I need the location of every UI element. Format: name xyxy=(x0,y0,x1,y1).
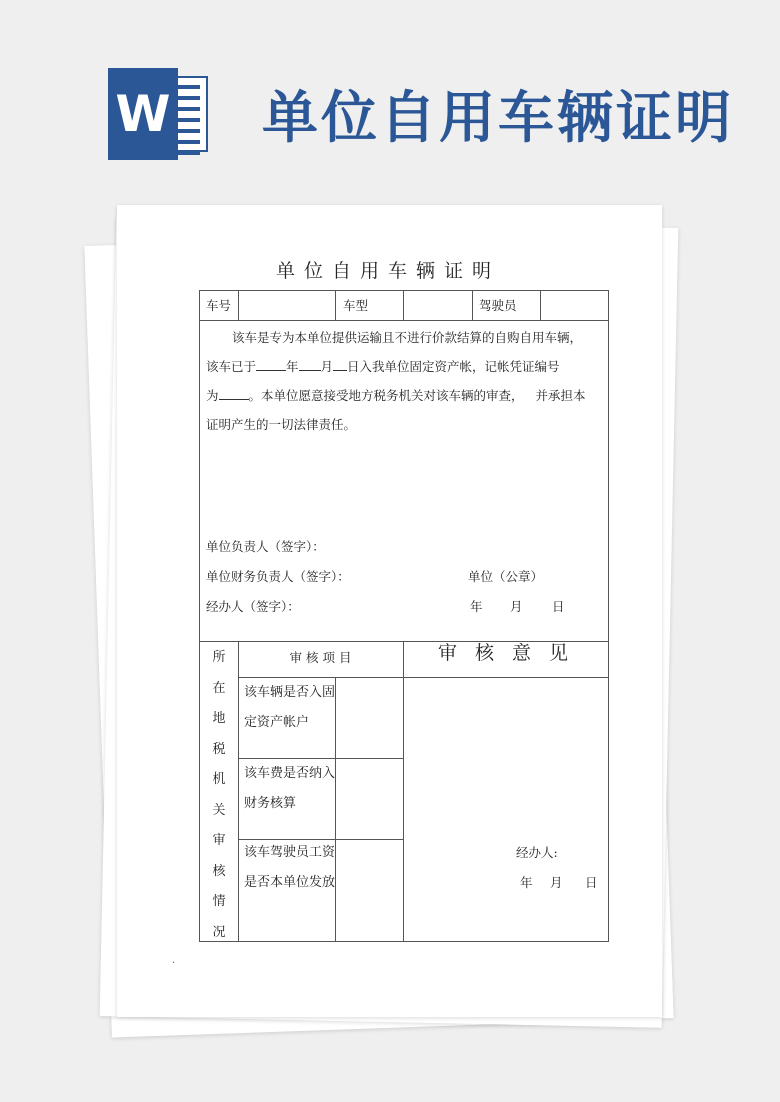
form-col-divider xyxy=(238,641,239,942)
text-fragment: 为 xyxy=(206,388,219,403)
unit-seal: 单位（公章） xyxy=(468,569,544,584)
side-label-char: 核 xyxy=(212,863,226,879)
certification-text xyxy=(206,323,606,439)
side-label-char: 在 xyxy=(212,680,226,696)
side-label-char: 况 xyxy=(212,924,226,940)
date-month: 月 xyxy=(510,599,523,614)
side-label-char: 地 xyxy=(212,711,226,726)
form-col-divider xyxy=(403,641,404,942)
review-date-month: 月 xyxy=(550,875,563,890)
side-label-char: 税 xyxy=(212,741,226,757)
form-col-divider xyxy=(472,290,473,320)
date-day: 日 xyxy=(552,599,565,614)
side-label-char: 审 xyxy=(212,833,226,848)
model-label: 车型 xyxy=(343,298,369,313)
finance-head-signature: 单位财务负责人（签字）： xyxy=(206,569,350,584)
side-label-char: 关 xyxy=(212,802,226,818)
document-title: 单位自用车辆证明 xyxy=(275,260,500,282)
form-col-divider xyxy=(403,290,404,320)
text-fragment: 并承担本 xyxy=(535,388,586,403)
certification-line-2 xyxy=(206,352,606,381)
certification-line-1: 该车是专为本单位提供运输且不进行价款结算的自购自用车辆， xyxy=(232,330,583,345)
review-handler: 经办人: xyxy=(516,845,558,860)
text-fragment: 月 xyxy=(320,359,334,374)
side-label-char: 机 xyxy=(212,772,226,787)
page-title: 单位自用车辆证明 xyxy=(262,86,734,151)
form-col-divider xyxy=(238,290,239,320)
blank-month xyxy=(299,359,321,371)
side-label-char: 情 xyxy=(212,894,226,909)
side-label-char: 所 xyxy=(212,650,226,665)
review-item-driver-salary: 该车驾驶员工资是否本单位发放 xyxy=(244,845,336,890)
unit-head-signature: 单位负责人（签字）： xyxy=(206,539,325,554)
review-item-fixed-assets: 该车辆是否入固定资产帐户 xyxy=(244,685,336,730)
plate-label: 车号 xyxy=(206,298,232,313)
review-opinion-header: 审 核 意 见 xyxy=(437,642,575,664)
blank-year xyxy=(256,359,286,371)
date-year: 年 xyxy=(470,599,483,614)
review-item-financial-accounting: 该车费是否纳入财务核算 xyxy=(244,766,336,811)
word-icon-letter: W xyxy=(108,68,178,160)
form-col-divider xyxy=(335,290,336,320)
handler-signature: 经办人（签字）： xyxy=(206,599,300,614)
driver-label: 驾驶员 xyxy=(479,298,517,313)
word-icon xyxy=(108,68,208,160)
blank-day xyxy=(333,359,347,371)
tax-authority-review-label xyxy=(200,646,238,951)
review-date-year: 年 xyxy=(520,875,533,890)
text-fragment: 该车已于 xyxy=(206,359,257,374)
text-fragment: 年 xyxy=(286,359,299,374)
certification-line-3 xyxy=(206,381,606,410)
review-items-header: 审 核 项 目 xyxy=(289,650,352,665)
page-mark: · xyxy=(172,958,176,969)
form-col-divider xyxy=(540,290,541,320)
text-fragment: 。本单位愿意接受地方税务机关对该车辆的审查， xyxy=(248,388,524,403)
form-row-divider xyxy=(199,320,609,321)
text-fragment: 日入我单位固定资产帐，记帐凭证编号 xyxy=(347,359,560,374)
certification-line-4: 证明产生的一切法律责任。 xyxy=(206,417,357,432)
blank-voucher-number xyxy=(219,388,249,400)
review-date-day: 日 xyxy=(585,875,598,890)
